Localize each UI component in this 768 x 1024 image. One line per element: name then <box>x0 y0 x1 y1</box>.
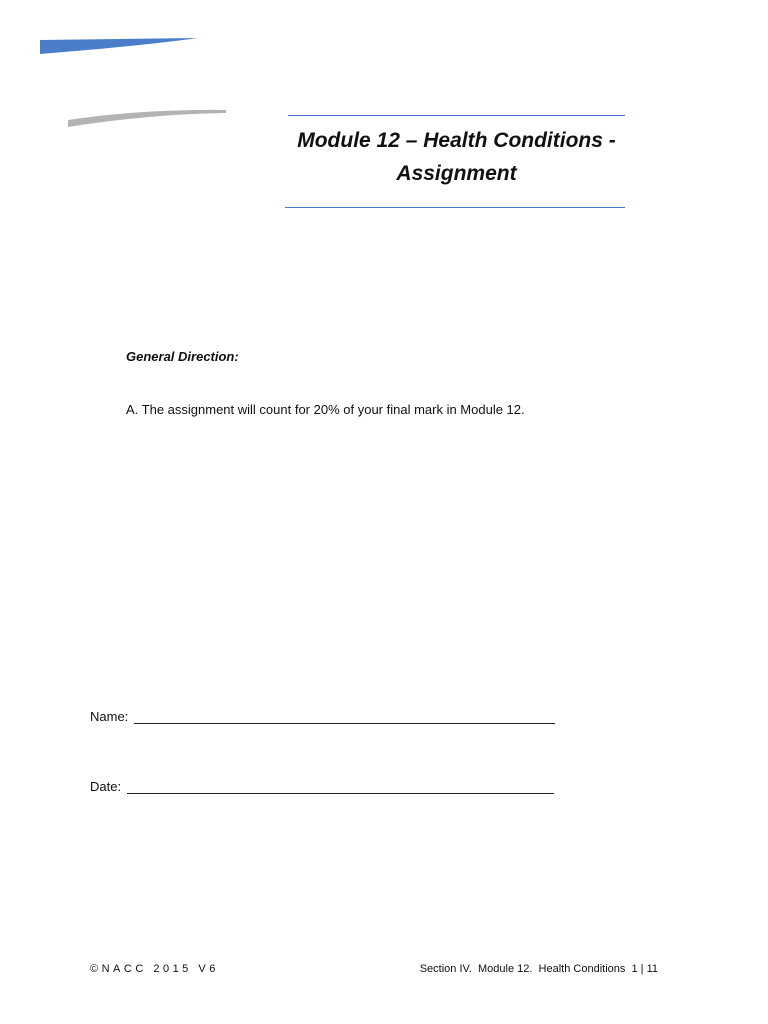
name-field-row <box>90 709 555 724</box>
date-field-row <box>90 779 554 794</box>
title-bottom-rule <box>285 207 625 208</box>
direction-item: A. The assignment will count for 20% of your final mark in Module 12. <box>126 402 525 417</box>
date-label: Date: <box>90 779 122 794</box>
name-blank-line[interactable] <box>134 709 555 724</box>
title-top-rule <box>288 115 625 116</box>
general-direction-heading: General Direction: <box>126 349 239 364</box>
footer-copyright: ©NACC 2015 V6 <box>90 963 219 975</box>
date-blank-line[interactable] <box>127 779 554 794</box>
footer-page-info: Section IV. Module 12. Health Conditions 1 | 11 <box>419 963 658 975</box>
document-title: Module 12 – Health Conditions - Assignment <box>297 129 616 185</box>
name-label: Name: <box>90 709 129 724</box>
header-blue-swoosh <box>0 0 768 70</box>
